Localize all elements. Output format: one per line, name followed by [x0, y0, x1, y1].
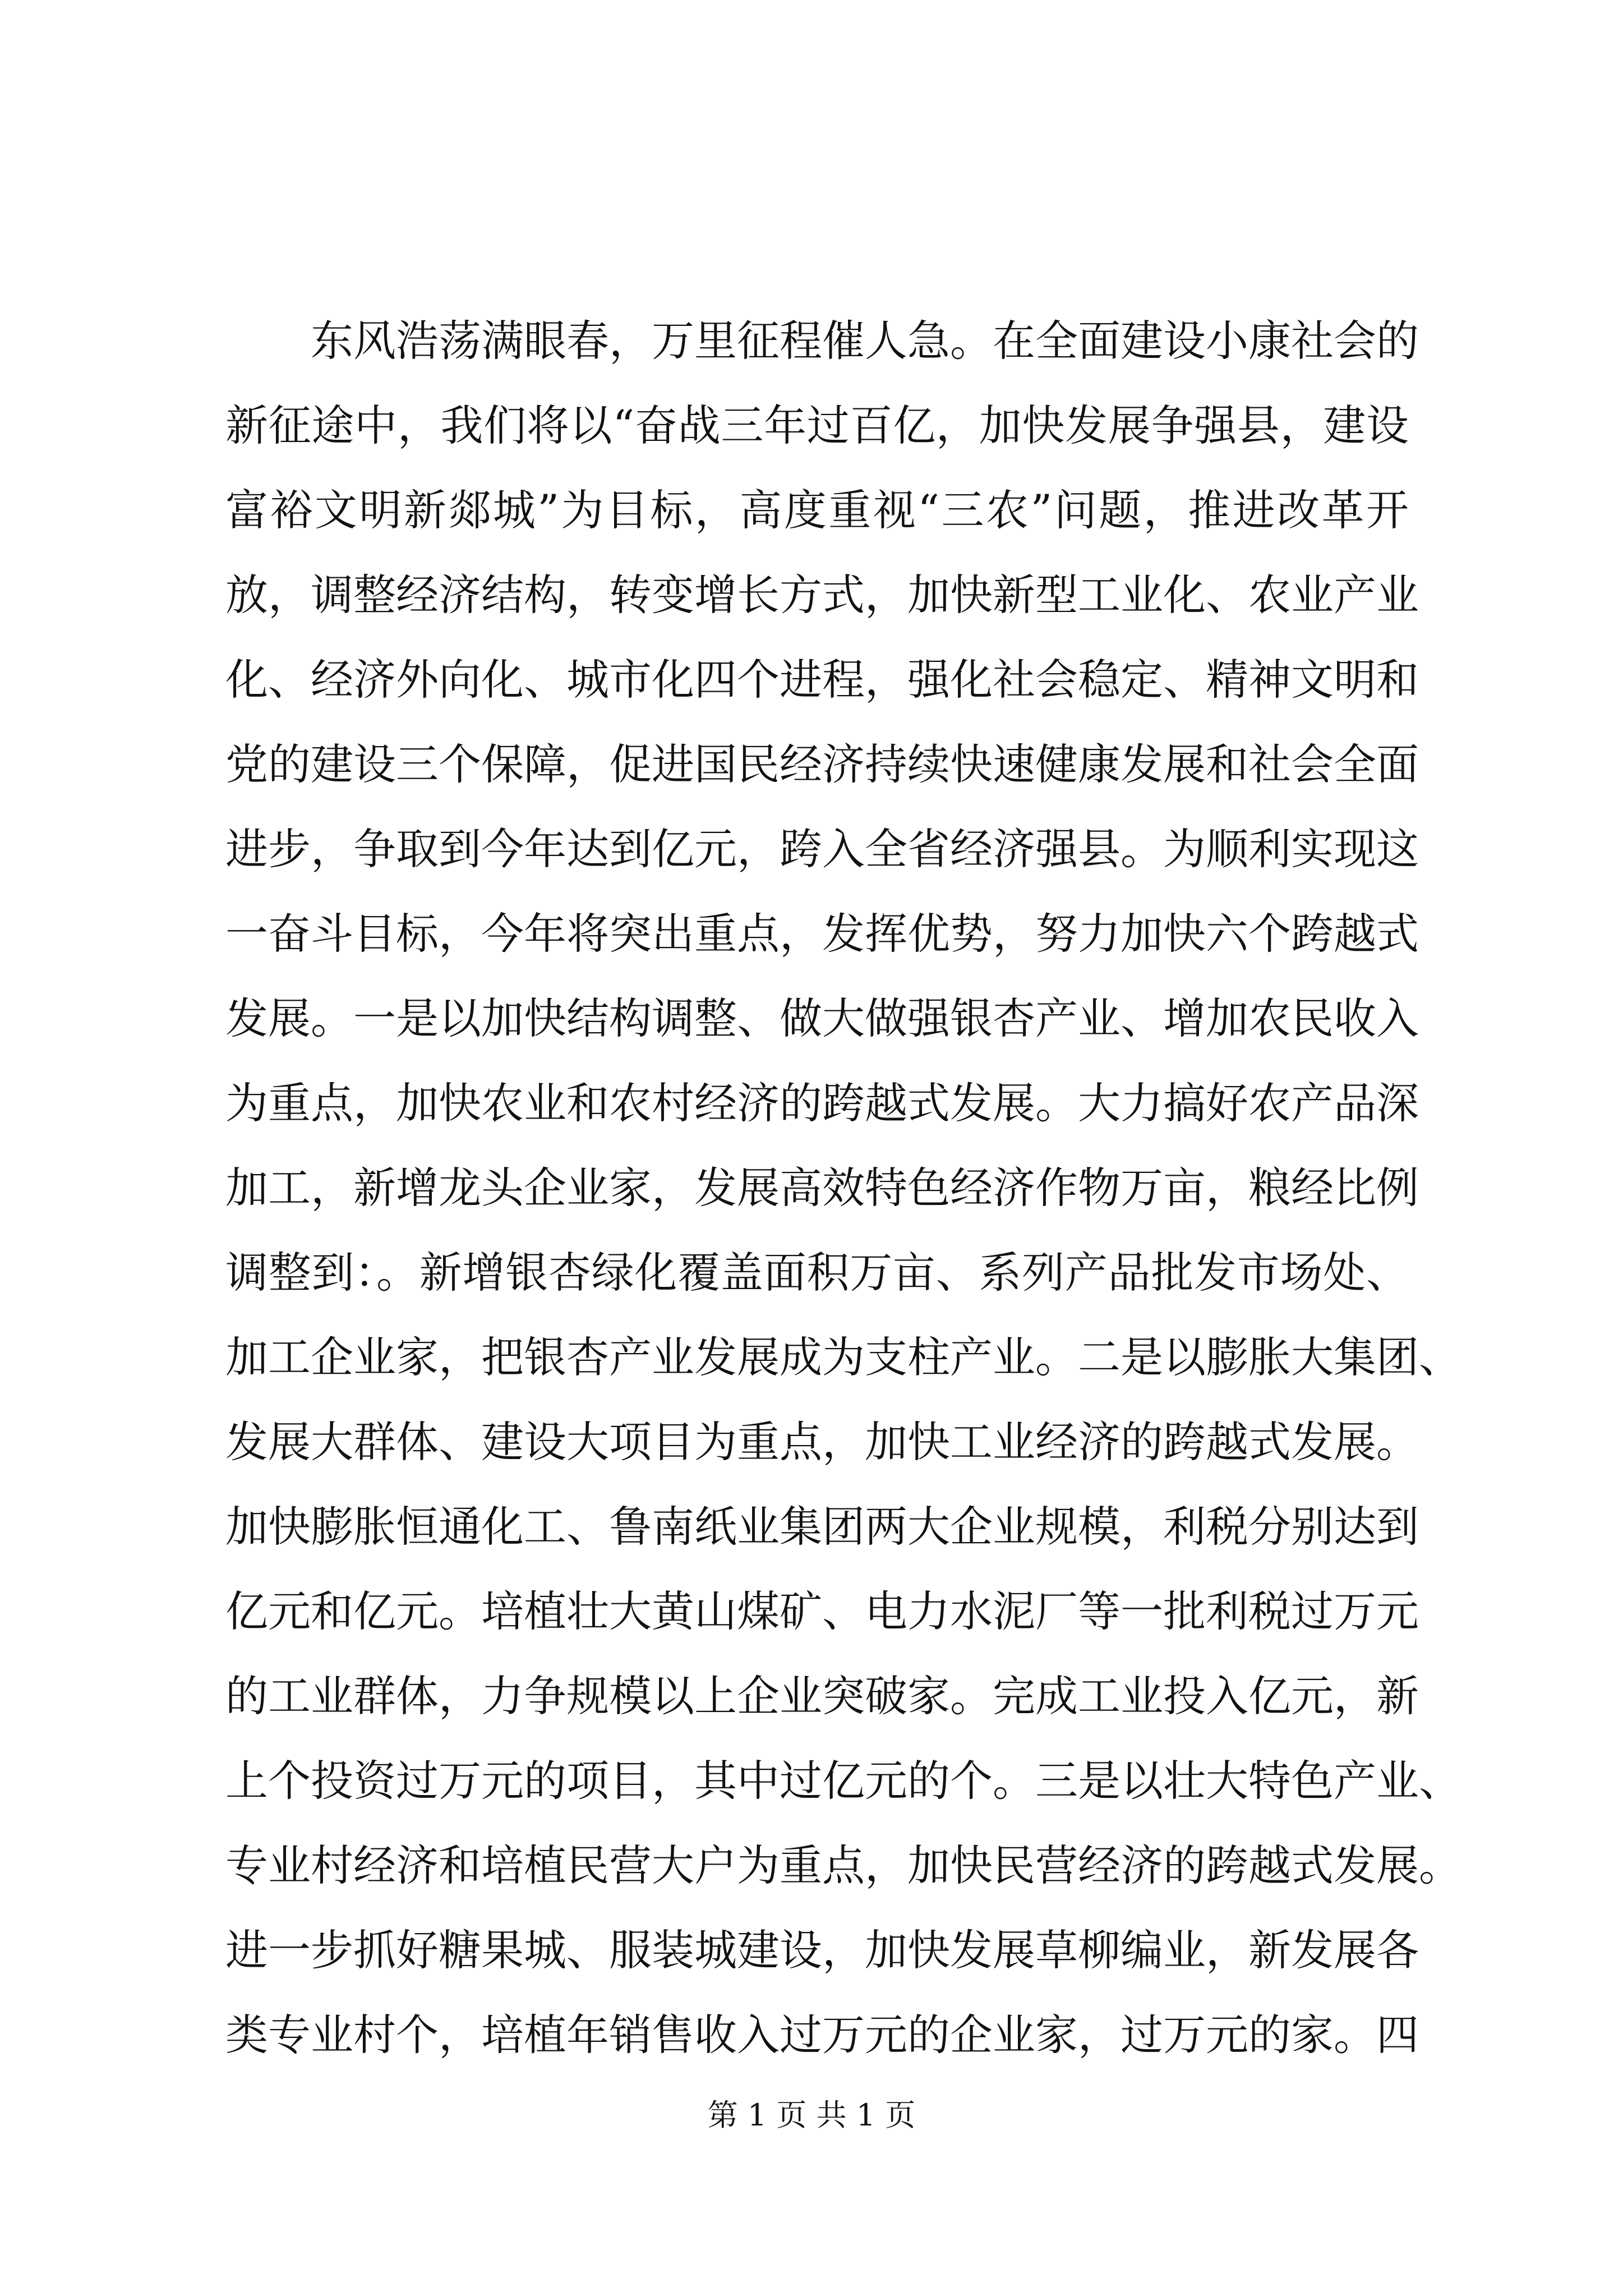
text-line: 发展大群体、建设大项目为重点，加快工业经济的跨越式发展。: [225, 1417, 1419, 1467]
text-line: 专业村经济和培植民营大户为重点，加快民营经济的跨越式发展。: [225, 1841, 1461, 1890]
body-paragraph: [225, 298, 1461, 2077]
text-line: 化、经济外向化、城市化四个进程，强化社会稳定、精神文明和: [225, 655, 1419, 705]
text-line: 进步，争取到今年达到亿元，跨入全省经济强县。为顺利实现这: [225, 824, 1419, 874]
text-line: 调整到：。新增银杏绿化覆盖面积万亩、系列产品批发市场处、: [225, 1248, 1409, 1297]
text-line: 东风浩荡满眼春，万里征程催人急。在全面建设小康社会的: [311, 316, 1419, 366]
text-line: 加快膨胀恒通化工、鲁南纸业集团两大企业规模，利税分别达到: [225, 1502, 1419, 1552]
text-line: 加工，新增龙头企业家，发展高效特色经济作物万亩，粮经比例: [225, 1163, 1419, 1213]
text-line: 类专业村个，培植年销售收入过万元的企业家，过万元的家。四: [225, 2010, 1419, 2060]
text-line: 发展。一是以加快结构调整、做大做强银杏产业、增加农民收入: [225, 993, 1419, 1043]
text-line: 放，调整经济结构，转变增长方式，加快新型工业化、农业产业: [225, 570, 1419, 620]
text-line: 一奋斗目标，今年将突出重点，发挥优势，努力加快六个跨越式: [225, 909, 1419, 959]
page-number-footer: 第 1 页 共 1 页: [707, 2097, 916, 2133]
text-line: 的工业群体，力争规模以上企业突破家。完成工业投入亿元，新: [225, 1671, 1419, 1721]
text-line: 富裕文明新郯城”为目标，高度重视“三农”问题，推进改革开: [225, 485, 1409, 535]
text-line: 新征途中，我们将以“奋战三年过百亿，加快发展争强县，建设: [225, 401, 1409, 450]
text-line: 党的建设三个保障，促进国民经济持续快速健康发展和社会全面: [225, 739, 1419, 789]
text-line: 为重点，加快农业和农村经济的跨越式发展。大力搞好农产品深: [225, 1078, 1419, 1128]
text-line: 进一步抓好糖果城、服装城建设，加快发展草柳编业，新发展各: [225, 1925, 1419, 1975]
text-line: 上个投资过万元的项目，其中过亿元的个。三是以壮大特色产业、: [225, 1756, 1461, 1806]
text-line: 亿元和亿元。培植壮大黄山煤矿、电力水泥厂等一批利税过万元: [225, 1586, 1419, 1636]
text-line: 加工企业家，把银杏产业发展成为支柱产业。二是以膨胀大集团、: [225, 1332, 1461, 1382]
